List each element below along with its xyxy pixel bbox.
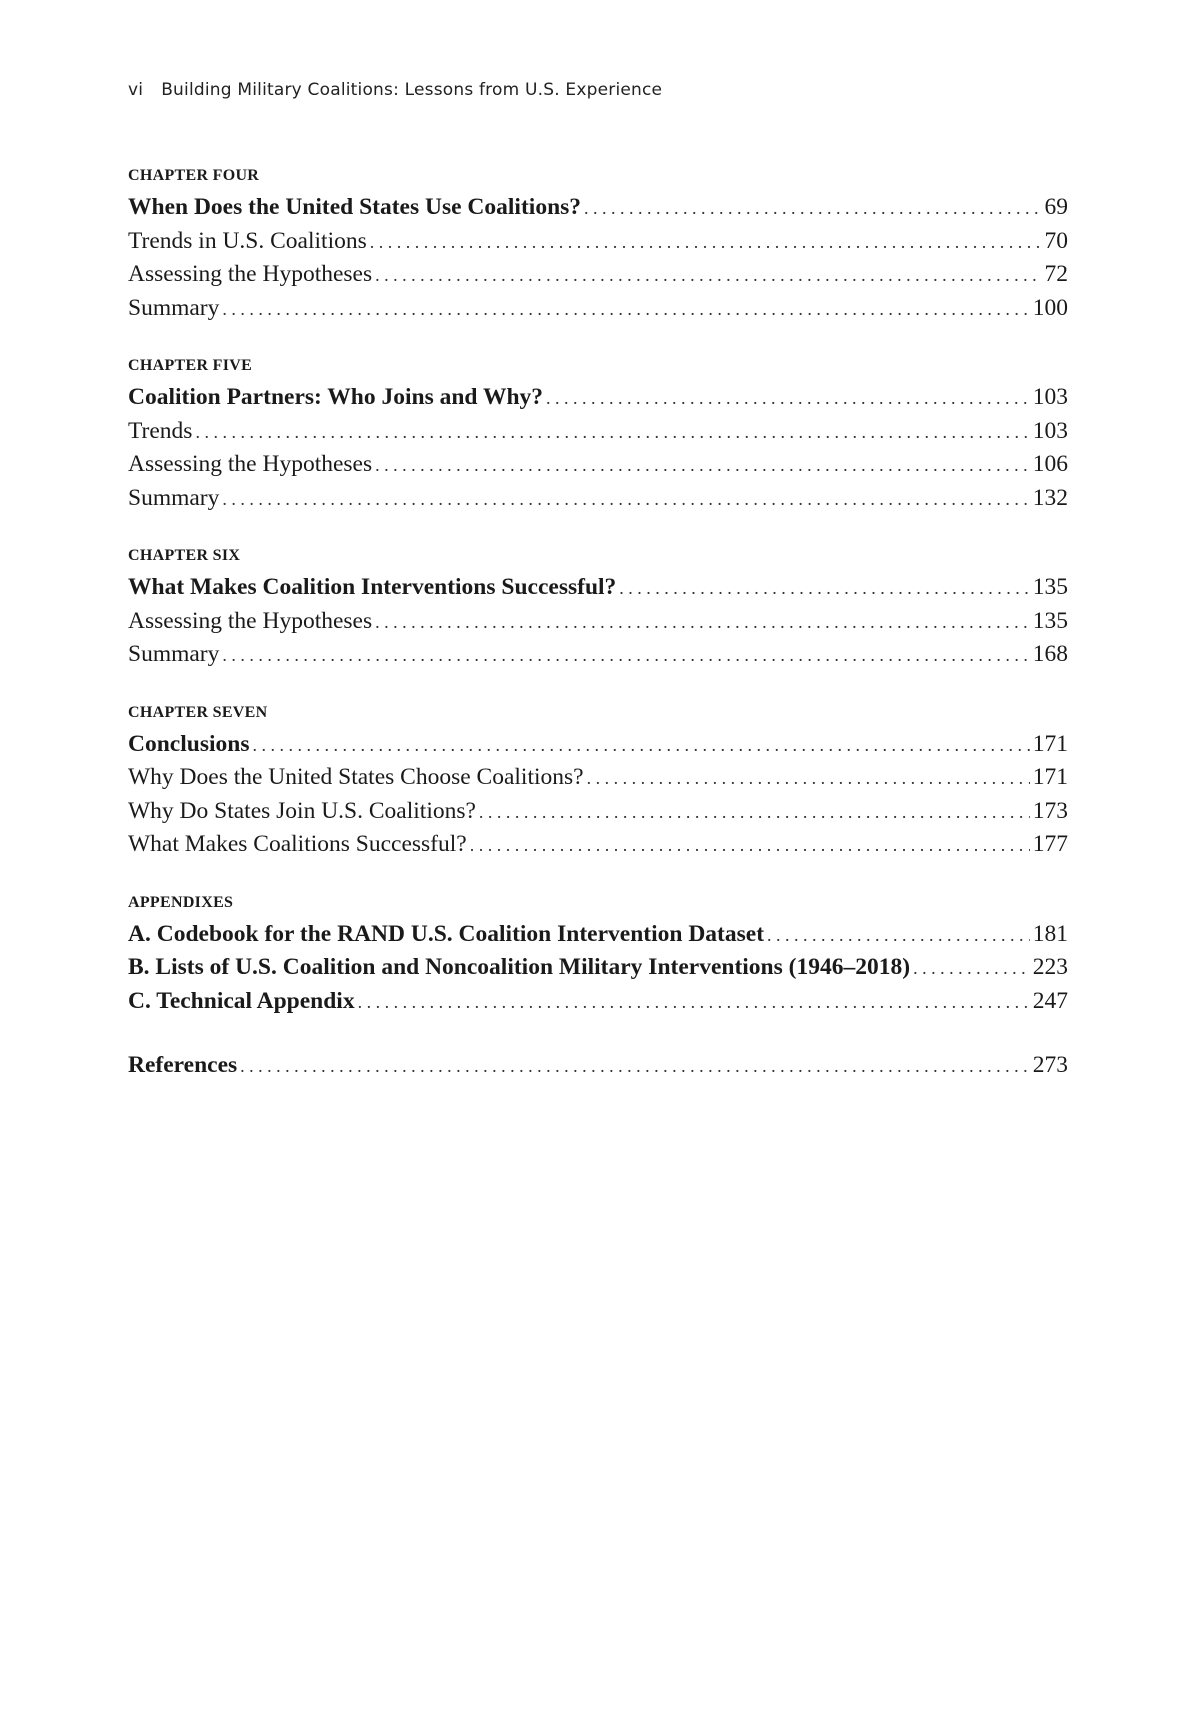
toc-entry[interactable] <box>128 191 1068 225</box>
dot-leader <box>222 293 1029 327</box>
dot-leader <box>358 986 1030 1020</box>
section-label: CHAPTER FOUR <box>128 167 260 184</box>
toc-entry[interactable] <box>128 728 1068 762</box>
toc-entry[interactable] <box>128 605 1068 639</box>
toc-entry[interactable] <box>128 761 1068 795</box>
toc-entry[interactable] <box>128 1049 1068 1083</box>
dot-leader <box>619 572 1029 606</box>
toc-entry-page: 70 <box>1044 227 1068 254</box>
dot-leader <box>222 483 1029 517</box>
toc-entry[interactable] <box>128 292 1068 326</box>
toc-entry[interactable] <box>128 795 1068 829</box>
toc-entry[interactable] <box>128 638 1068 672</box>
toc-entry-page: 177 <box>1032 831 1068 857</box>
toc-entry[interactable] <box>128 482 1068 516</box>
dot-leader <box>240 1050 1030 1084</box>
toc-entry[interactable] <box>128 448 1068 482</box>
toc-entry-title: Summary <box>128 294 220 321</box>
toc-entry-page: 69 <box>1044 194 1068 220</box>
toc-entry[interactable] <box>128 571 1068 605</box>
toc-entry-page: 273 <box>1032 1052 1068 1078</box>
toc-entry[interactable] <box>128 381 1068 415</box>
running-head <box>128 80 662 100</box>
toc-entry-title: A. Codebook for the RAND U.S. Coalition Intervention Dataset <box>128 920 765 947</box>
toc-entry[interactable] <box>128 918 1068 952</box>
section-label: CHAPTER SIX <box>128 547 241 564</box>
toc-entry-title: Why Does the United States Choose Coalitions? <box>128 764 584 790</box>
dot-leader <box>767 919 1030 953</box>
toc-entry-page: 247 <box>1032 987 1068 1014</box>
toc-entry[interactable] <box>128 985 1068 1019</box>
dot-leader <box>546 382 1030 416</box>
dot-leader <box>479 796 1030 830</box>
toc-section <box>128 1049 1068 1083</box>
toc-section <box>128 166 1068 325</box>
toc-entry-page: 171 <box>1032 730 1068 757</box>
toc-entry-title: What Makes Coalitions Successful? <box>128 831 467 857</box>
toc-entry-page: 171 <box>1032 764 1068 790</box>
toc-entry-title: What Makes Coalition Interventions Successful? <box>128 574 617 600</box>
toc-entry-title: Trends in U.S. Coalitions <box>128 227 367 254</box>
toc-entry-title: Trends <box>128 417 193 444</box>
toc-entry-title: References <box>128 1052 238 1078</box>
toc-entry[interactable] <box>128 258 1068 292</box>
dot-leader <box>587 762 1030 796</box>
toc-entry-title: Coalition Partners: Who Joins and Why? <box>128 384 544 410</box>
toc-entry-page: 135 <box>1032 574 1068 600</box>
toc-section <box>128 893 1068 1019</box>
toc-entry-title: Assessing the Hypotheses <box>128 451 373 477</box>
toc-entry-title: Conclusions <box>128 730 250 757</box>
dot-leader <box>375 449 1030 483</box>
toc-entry-page: 103 <box>1032 384 1068 410</box>
toc-entry-page: 72 <box>1044 261 1068 287</box>
toc-entry-title: Assessing the Hypotheses <box>128 261 373 287</box>
toc-entry-page: 168 <box>1032 641 1068 667</box>
toc-entry-page: 223 <box>1032 954 1068 980</box>
section-label: CHAPTER SEVEN <box>128 703 268 721</box>
dot-leader <box>375 259 1041 293</box>
toc-entry-title: When Does the United States Use Coalitions? <box>128 194 582 220</box>
dot-leader <box>584 192 1041 226</box>
toc-entry-page: 106 <box>1032 451 1068 477</box>
toc-section <box>128 356 1068 515</box>
page-folio: vi <box>128 80 144 100</box>
dot-leader <box>370 226 1042 260</box>
dot-leader <box>195 416 1029 450</box>
toc-entry[interactable] <box>128 415 1068 449</box>
dot-leader <box>222 639 1029 673</box>
toc-entry-title: Assessing the Hypotheses <box>128 607 373 634</box>
dot-leader <box>913 952 1030 986</box>
section-label: CHAPTER FIVE <box>128 357 253 374</box>
toc-section <box>128 703 1068 862</box>
toc-entry-title: C. Technical Appendix <box>128 987 355 1014</box>
section-label: APPENDIXES <box>128 893 234 911</box>
toc-entry-page: 181 <box>1032 920 1068 947</box>
toc-entry-page: 132 <box>1032 484 1068 511</box>
dot-leader <box>252 729 1029 763</box>
toc-section <box>128 546 1068 672</box>
table-of-contents <box>128 166 1068 1114</box>
toc-entry-page: 173 <box>1032 797 1068 824</box>
toc-entry-title: Why Do States Join U.S. Coalitions? <box>128 797 476 824</box>
toc-entry-page: 103 <box>1032 417 1068 444</box>
toc-entry-page: 135 <box>1032 607 1068 634</box>
toc-entry[interactable] <box>128 828 1068 862</box>
toc-entry-page: 100 <box>1032 294 1068 321</box>
toc-entry[interactable] <box>128 225 1068 259</box>
toc-entry-title: B. Lists of U.S. Coalition and Noncoalition Military Interventions (1946–2018) <box>128 954 911 980</box>
dot-leader <box>375 606 1030 640</box>
toc-entry-title: Summary <box>128 484 220 511</box>
toc-entry-title: Summary <box>128 641 220 667</box>
dot-leader <box>470 829 1030 863</box>
running-head-title: Building Military Coalitions: Lessons from U.S. Experience <box>161 80 663 100</box>
toc-entry[interactable] <box>128 951 1068 985</box>
